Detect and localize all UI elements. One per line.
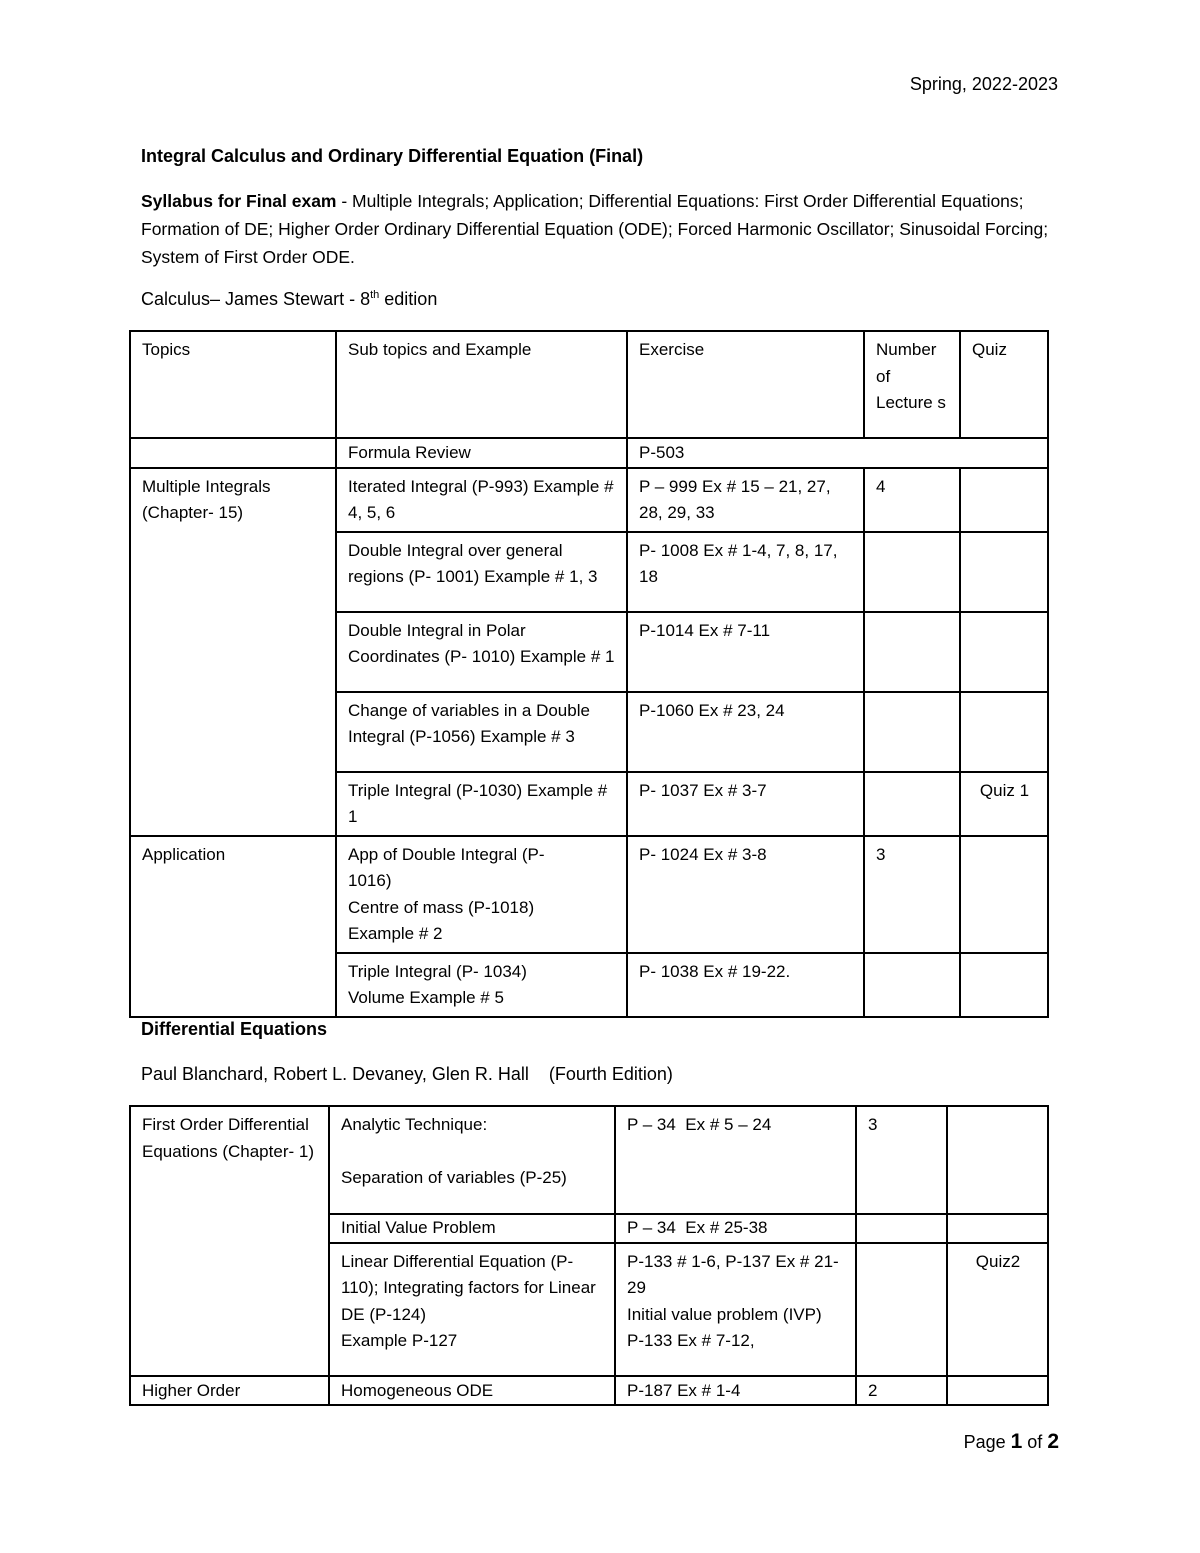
lectures-cell: [856, 1243, 947, 1376]
of-word: of: [1022, 1432, 1048, 1452]
exercise-cell: P- 1008 Ex # 1-4, 7, 8, 17, 18: [627, 532, 864, 612]
textbook-edition: edition: [379, 289, 438, 309]
exercise-cell: P- 1024 Ex # 3-8: [627, 836, 864, 953]
table-row: [130, 1106, 1048, 1214]
topic-multiple-integrals: Multiple Integrals (Chapter- 15): [130, 468, 336, 836]
header-exercise: Exercise: [627, 331, 864, 438]
lectures-cell: 2: [856, 1376, 947, 1406]
formula-review-cell: Formula Review: [336, 438, 627, 468]
textbook-edition-superscript: th: [370, 289, 380, 301]
syllabus-table-calculus: [129, 330, 1049, 1018]
subtopic-line: Separation of variables (P-25): [341, 1167, 567, 1187]
quiz-cell: [947, 1106, 1048, 1214]
subtopic-cell: Initial Value Problem: [329, 1214, 615, 1243]
lectures-cell: [864, 532, 960, 612]
syllabus-label: Syllabus for Final exam: [141, 191, 337, 211]
current-page: 1: [1010, 1430, 1023, 1453]
quiz-cell: [947, 1376, 1048, 1406]
syllabus-table-differential-equations: [129, 1105, 1049, 1406]
subtopic-line: Example # 2: [348, 924, 443, 943]
lectures-cell: [864, 692, 960, 772]
subtopic-line: Example P-127: [341, 1331, 458, 1350]
quiz-cell: [960, 953, 1048, 1017]
lectures-cell: [864, 953, 960, 1017]
exercise-cell: P – 999 Ex # 15 – 21, 27, 28, 29, 33: [627, 468, 864, 532]
subtopic-cell: Triple Integral (P-1030) Example # 1: [336, 772, 627, 836]
quiz-cell: [960, 836, 1048, 953]
header-lectures: Number of Lecture s: [864, 331, 960, 438]
topic-application: Application: [130, 836, 336, 1017]
header-topics: Topics: [130, 331, 336, 438]
subtopic-line: Centre of mass (P-1018): [348, 897, 535, 917]
subtopic-line: App of Double Integral (P-: [348, 844, 545, 864]
lectures-cell: [864, 612, 960, 692]
topic-higher-order: Higher Order: [130, 1376, 329, 1406]
subtopic-cell: Double Integral in Polar Coordinates (P- 1010) Example # 1: [336, 612, 627, 692]
syllabus-paragraph: [141, 187, 1061, 271]
page-number: [964, 1430, 1059, 1454]
subtopic-line: Analytic Technique:: [341, 1115, 488, 1134]
subtopic-cell: Double Integral over general regions (P- 1001) Example # 1, 3: [336, 532, 627, 612]
subtopic-cell: Iterated Integral (P-993) Example # 4, 5, 6: [336, 468, 627, 532]
quiz-cell: [960, 532, 1048, 612]
table-row: [130, 1376, 1048, 1406]
subtopic-cell: [336, 953, 627, 1017]
quiz-cell: [947, 1214, 1048, 1243]
lectures-cell: [856, 1214, 947, 1243]
topic-first-order-de: First Order Differential Equations (Chapter- 1): [130, 1106, 329, 1376]
textbook-title: Calculus– James Stewart - 8: [141, 289, 371, 309]
subtopic-cell: [329, 1106, 615, 1214]
subtopic-cell: [329, 1243, 615, 1376]
subtopic-cell: Change of variables in a Double Integral (P-1056) Example # 3: [336, 692, 627, 772]
lectures-cell: 3: [864, 836, 960, 953]
header-quiz: Quiz: [960, 331, 1048, 438]
exercise-cell: P – 34 Ex # 25-38: [615, 1214, 856, 1243]
table-header-row: [130, 331, 1048, 438]
subtopic-line: [341, 1139, 604, 1165]
document-title: Integral Calculus and Ordinary Differential Equation (Final): [141, 146, 644, 166]
exercise-cell: [615, 1243, 856, 1376]
exercise-cell: P- 1038 Ex # 19-22.: [627, 953, 864, 1017]
quiz-cell: Quiz2: [947, 1243, 1048, 1376]
exercise-line: Initial value problem (IVP) P-133 Ex # 7-12,: [627, 1304, 836, 1350]
subtopic-line: Linear Differential Equation (P-110); Integrating factors for Linear DE (P-124): [341, 1251, 596, 1324]
textbook-reference: [141, 289, 437, 310]
exercise-cell: P-1014 Ex # 7-11: [627, 612, 864, 692]
table-cell: [130, 438, 336, 468]
subtopic-cell: [336, 836, 627, 953]
lectures-cell: 4: [864, 468, 960, 532]
subtopic-line: Volume Example # 5: [348, 988, 504, 1007]
total-pages: 2: [1047, 1430, 1059, 1453]
textbook-authors: Paul Blanchard, Robert L. Devaney, Glen R. Hall (Fourth Edition): [141, 1064, 673, 1084]
section-title-differential-equations: Differential Equations: [141, 1019, 328, 1039]
quiz-cell: [960, 468, 1048, 532]
header-subtopics: Sub topics and Example: [336, 331, 627, 438]
quiz-cell: Quiz 1: [960, 772, 1048, 836]
lectures-cell: [864, 772, 960, 836]
semester-label: Spring, 2022-2023: [909, 74, 1058, 94]
exercise-cell: P – 34 Ex # 5 – 24: [615, 1106, 856, 1214]
exercise-line: P-133 # 1-6, P-137 Ex # 21-29: [627, 1251, 839, 1297]
exercise-cell: P- 1037 Ex # 3-7: [627, 772, 864, 836]
exercise-cell: P-187 Ex # 1-4: [615, 1376, 856, 1406]
syllabus-text: - Multiple Integrals; Application; Differential Equations: First Order Differential Equations; Formation of DE; Higher Order Ordinary Differential Equation (ODE); Forced Harmonic Oscillator; Sinusoidal Forcing; System of First Order ODE.: [141, 191, 1049, 267]
subtopic-cell: Homogeneous ODE: [329, 1376, 615, 1406]
quiz-cell: [960, 612, 1048, 692]
table-row: [130, 468, 1048, 532]
subtopic-line: Triple Integral (P- 1034): [348, 961, 527, 981]
table-row: [130, 438, 1048, 468]
formula-review-exercise: P-503: [627, 438, 1048, 468]
exercise-cell: P-1060 Ex # 23, 24: [627, 692, 864, 772]
lectures-cell: 3: [856, 1106, 947, 1214]
quiz-cell: [960, 692, 1048, 772]
table-row: [130, 836, 1048, 953]
page-word: Page: [963, 1432, 1011, 1452]
subtopic-line: 1016): [348, 871, 392, 890]
